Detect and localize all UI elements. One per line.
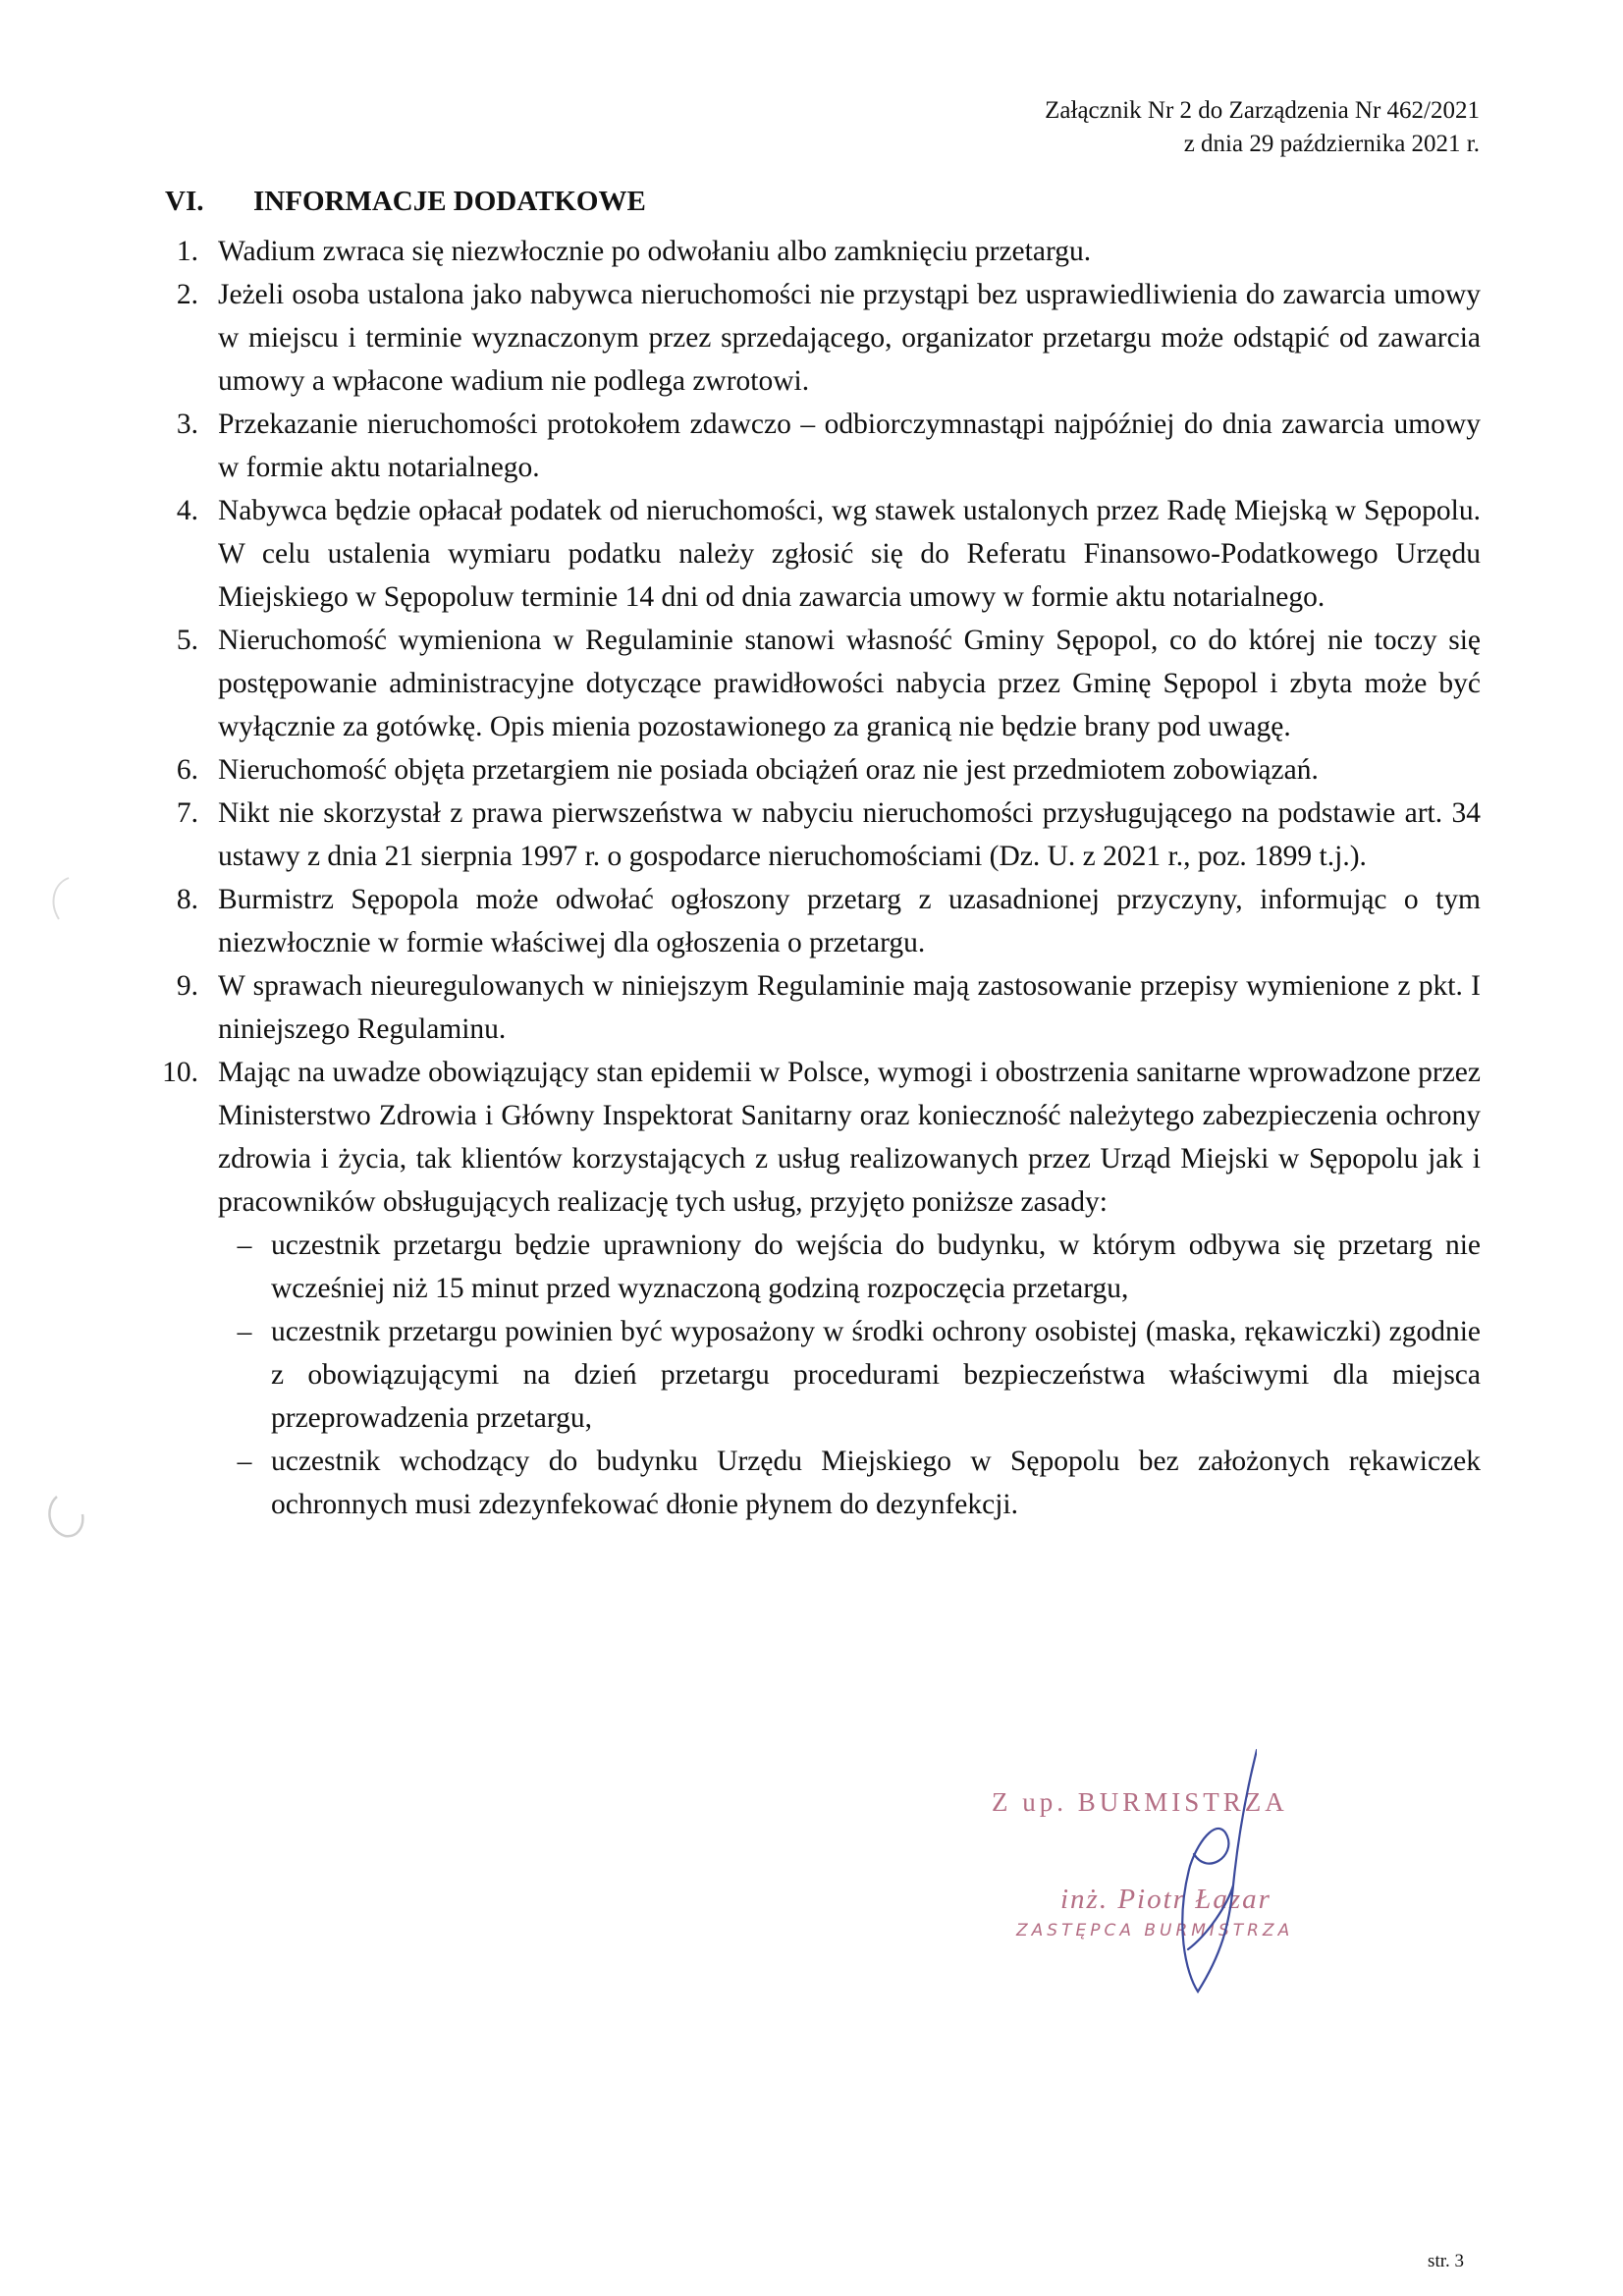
stamp-line-3: ZASTĘPCA BURMISTRZA [1016, 1921, 1294, 1941]
list-item [145, 230, 1481, 273]
bullet-text: uczestnik przetargu powinien być wyposażony w środki ochrony osobistej (maska, rękawiczki) zgodnie z obowiązującymi na dzień przetargu procedurami bezpieczeństwa właściwymi dla miejsca przeprowadzenia przetargu, [271, 1316, 1481, 1434]
bullet-item [218, 1224, 1481, 1310]
list-item [145, 878, 1481, 964]
item-text: Jeżeli osoba ustalona jako nabywca nieruchomości nie przystąpi bez usprawiedliwienia do zawarcia umowy w miejscu i terminie wyznaczonym przez sprzedającego, organizator przetargu może odstąpić od zawarcia umowy a wpłacone wadium nie podlega zwrotowi. [218, 279, 1481, 397]
bullet-dash: – [237, 1446, 252, 1477]
list-item [145, 748, 1481, 792]
section-number: VI. [165, 186, 204, 217]
bullet-item [218, 1310, 1481, 1440]
bullet-text: uczestnik przetargu będzie uprawniony do wejścia do budynku, w którym odbywa się przetarg nie wcześniej niż 15 minut przed wyznaczoną godziną rozpoczęcia przetargu, [271, 1230, 1481, 1304]
list-item [145, 273, 1481, 403]
item-number: 9. [176, 970, 198, 1002]
bullet-dash: – [237, 1230, 252, 1261]
bullet-dash: – [237, 1316, 252, 1347]
attachment-header [1045, 94, 1480, 161]
list-item [145, 792, 1481, 878]
section-heading [165, 186, 646, 218]
item-text: Przekazanie nieruchomości protokołem zdawczo – odbiorczymnastąpi najpóźniej do dnia zawarcia umowy w formie aktu notarialnego. [218, 409, 1481, 483]
margin-mark [45, 874, 75, 923]
list-item [145, 1051, 1481, 1224]
list-item [145, 964, 1481, 1051]
list-item [145, 619, 1481, 748]
item-number: 10. [162, 1057, 198, 1088]
stamp-line-2: inż. Piotr Łazar [1060, 1884, 1271, 1915]
punch-hole-mark [43, 1493, 88, 1542]
item-number: 8. [176, 884, 198, 915]
item-text: Nieruchomość objęta przetargiem nie posiada obciążeń oraz nie jest przedmiotem zobowiązań. [218, 754, 1319, 786]
item-number: 1. [176, 236, 198, 267]
list-item [145, 403, 1481, 489]
item-number: 5. [176, 625, 198, 656]
list-item [145, 489, 1481, 619]
item-text: Wadium zwraca się niezwłocznie po odwołaniu albo zamknięciu przetargu. [218, 236, 1092, 267]
item-number: 7. [176, 797, 198, 829]
numbered-list [145, 230, 1481, 1526]
item-number: 3. [176, 409, 198, 440]
bullet-item [218, 1440, 1481, 1526]
item-text: Nieruchomość wymieniona w Regulaminie stanowi własność Gminy Sępopol, co do której nie toczy się postępowanie administracyjne dotyczące prawidłowości nabycia przez Gminę Sępopol i zbyta może być wyłącznie za gotówkę. Opis mienia pozostawionego za granicą nie będzie brany pod uwagę. [218, 625, 1481, 742]
item-text: Burmistrz Sępopola może odwołać ogłoszony przetarg z uzasadnionej przyczyny, informując o tym niezwłocznie w formie właściwej dla ogłoszenia o przetargu. [218, 884, 1481, 958]
item-number: 4. [176, 495, 198, 526]
item-text: W sprawach nieuregulowanych w niniejszym Regulaminie mają zastosowanie przepisy wymienione z pkt. I niniejszego Regulaminu. [218, 970, 1481, 1045]
stamp-line-1: Z up. BURMISTRZA [992, 1787, 1288, 1817]
item-text: Nabywca będzie opłacał podatek od nieruchomości, wg stawek ustalonych przez Radę Miejską w Sępopolu. W celu ustalenia wymiaru podatku należy zgłosić się do Referatu Finansowo-Podatkowego Urzędu Miejskiego w Sępopoluw terminie 14 dni od dnia zawarcia umowy w formie aktu notarialnego. [218, 495, 1481, 613]
item-number: 2. [176, 279, 198, 310]
header-line-1: Załącznik Nr 2 do Zarządzenia Nr 462/2021 [1045, 97, 1480, 124]
item-text: Nikt nie skorzystał z prawa pierwszeństwa w nabyciu nieruchomości przysługującego na podstawie art. 34 ustawy z dnia 21 sierpnia 1997 r. o gospodarce nieruchomościami (Dz. U. z 2021 r., poz. 1899 t.j.). [218, 797, 1481, 872]
item-text: Mając na uwadze obowiązujący stan epidemii w Polsce, wymogi i obostrzenia sanitarne wprowadzone przez Ministerstwo Zdrowia i Główny Inspektorat Sanitarny oraz konieczność należytego zabezpieczenia ochrony zdrowia i życia, tak klientów korzystających z usług realizowanych przez Urząd Miejski w Sępopolu jak i pracowników obsługujących realizację tych usług, przyjęto poniższe zasady: [218, 1057, 1481, 1218]
handwritten-signature [1139, 1738, 1257, 2003]
section-title: INFORMACJE DODATKOWE [253, 186, 646, 217]
page-number: str. 3 [1428, 2251, 1464, 2271]
header-line-2: z dnia 29 października 2021 r. [1183, 131, 1480, 157]
item-number: 6. [176, 754, 198, 786]
bullet-text: uczestnik wchodzący do budynku Urzędu Miejskiego w Sępopolu bez założonych rękawiczek ochronnych musi zdezynfekować dłonie płynem do dezynfekcji. [271, 1446, 1481, 1520]
